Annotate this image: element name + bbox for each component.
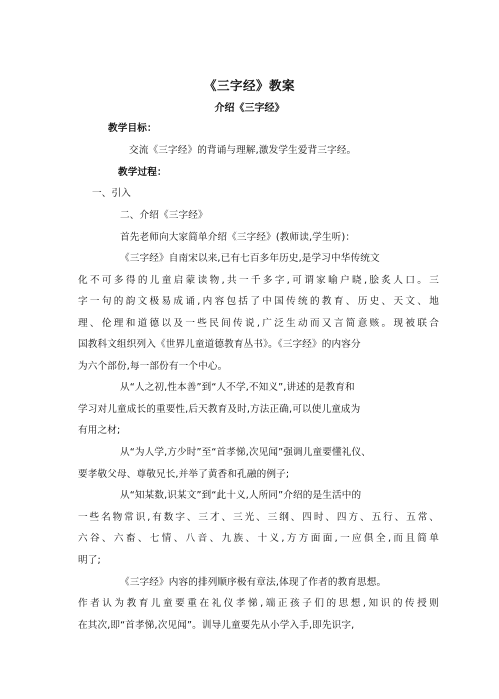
paragraph-line: 为六个部份,每一部份有一个中心。	[78, 361, 228, 372]
paragraph-line: 《三字经》自南宋以来,已有七百多年历史,是学习中华传统文	[120, 253, 380, 264]
paragraph-line: 从“为人学,方少时”至“首孝悌,次见闻”强调儿童要懂礼仪、	[120, 447, 371, 458]
paragraph-line: 有用之材;	[78, 425, 121, 436]
paragraph-line: 明了;	[78, 555, 101, 566]
document-subtitle: 介绍《三字经》	[214, 103, 285, 114]
paragraph-line: 一些名物常识,有数字、三才、三光、三纲、四时、四方、五行、五常、	[78, 512, 439, 523]
paragraph-line: 六谷、六畜、七情、八音、九族、十义,方方面面,一应俱全,而且简单	[78, 533, 439, 544]
paragraph-line: 要孝敬父母、尊敬兄长,并举了黄香和孔融的例子;	[78, 469, 290, 480]
paragraph-line: 首先老师向大家简单介绍《三字经》(教师读,学生听)：	[120, 232, 356, 243]
paragraph-line: 理、伦理和道德以及一些民间传说,广泛生动而又言简意赅。现被联合	[78, 318, 439, 329]
paragraph-line: 作者认为教育儿童要重在礼仪孝悌,端正孩子们的思想,知识的传授则	[78, 598, 439, 609]
paragraph-line: 从“人之初,性本善”到“人不学,不知义”,讲述的是教育和	[120, 382, 355, 393]
section-heading-process: 教学过程：	[118, 167, 167, 178]
section-heading-goals: 教学目标：	[108, 123, 157, 134]
paragraph-line: 《三字经》内容的排列顺序极有章法,体现了作者的教育思想。	[120, 577, 387, 588]
paragraph-line: 在其次,即“首孝悌,次见闻”。训导儿童要先从小学入手,即先识字,	[78, 620, 355, 631]
document-title: 《三字经》教案	[203, 78, 295, 93]
paragraph-line: 国教科文组织列入《世界儿童道德教育丛书》。《三字经》的内容分	[78, 339, 361, 350]
list-item-introduce: 二、介绍《三字经》	[120, 210, 208, 221]
paragraph-line: 字一句的韵文极易成诵,内容包括了中国传统的教育、历史、天文、地	[78, 296, 439, 307]
paragraph-line: 从“知某数,识某文”到“此十义,人所同”介绍的是生活中的	[120, 490, 362, 501]
paragraph-line: 学习对儿童成长的重要性,后天教育及时,方法正确,可以使儿童成为	[78, 404, 361, 415]
list-item-intro: 一、引入	[92, 188, 131, 199]
paragraph-line: 交流《三字经》的背诵与理解,激发学生爱背三字经。	[129, 145, 357, 156]
paragraph-line: 化不可多得的儿童启蒙读物,共一千多字,可谓家喻户晓,脍炙人口。三	[78, 275, 439, 286]
